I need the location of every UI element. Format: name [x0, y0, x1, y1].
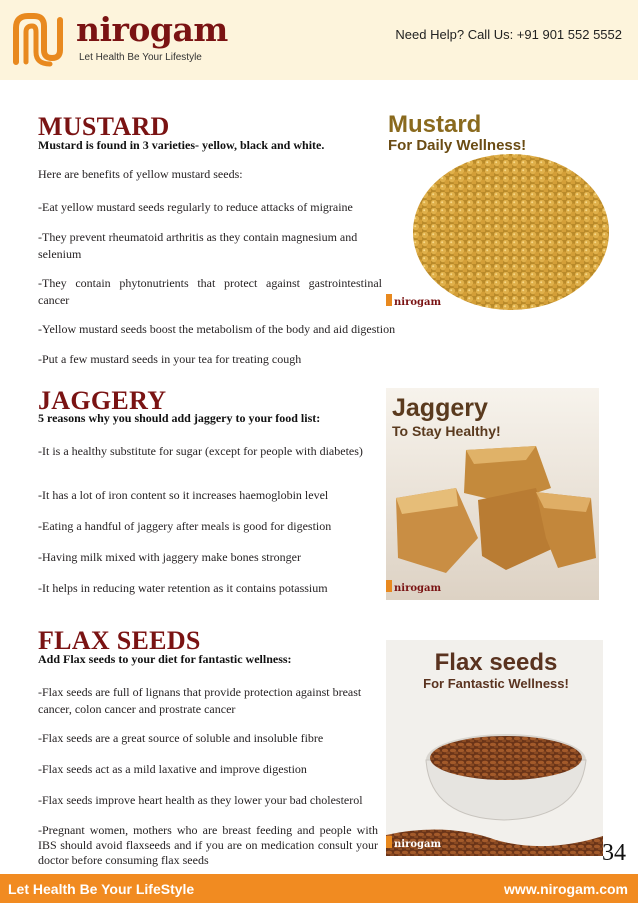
- flax-point: -Flax seeds act as a mild laxative and improve digestion: [38, 762, 307, 776]
- flax-point: -Pregnant women, mothers who are breast feeding and people with IBS should avoid flaxseeds and if you are on medication consult your doctor before consuming flax seeds: [38, 823, 378, 867]
- footer-tagline: Let Health Be Your LifeStyle: [8, 881, 195, 897]
- section-title-jaggery: JAGGERY: [38, 386, 167, 415]
- mustard-image-title: Mustard: [388, 111, 482, 138]
- mustard-image-watermark: nirogam: [394, 297, 442, 308]
- flax-image-title: Flax seeds: [434, 649, 558, 676]
- brand-name: nirogam: [76, 10, 228, 49]
- watermark-logo-icon: [386, 294, 392, 306]
- flax-point: -Flax seeds improve heart health as they lower your bad cholesterol: [38, 793, 363, 807]
- flax-point: -Flax seeds are a great source of soluble and insoluble fibre: [38, 731, 324, 745]
- flax-point: -Flax seeds are full of lignans that provide protection against breast cancer, colon cancer and prostrate cancer: [38, 685, 362, 716]
- flax-subtitle: Add Flax seeds to your diet for fantastic wellness:: [38, 652, 292, 666]
- jaggery-point: -It has a lot of iron content so it increases haemoglobin level: [38, 488, 329, 502]
- nirogam-logo-icon: [10, 10, 68, 68]
- jaggery-point: -Eating a handful of jaggery after meals is good for digestion: [38, 519, 332, 533]
- jaggery-point: -It is a healthy substitute for sugar (except for people with diabetes): [38, 444, 363, 458]
- jaggery-image-watermark: nirogam: [394, 583, 442, 594]
- mustard-subtitle: Mustard is found in 3 varieties- yellow, black and white.: [38, 138, 325, 152]
- flax-image-watermark: nirogam: [394, 839, 442, 850]
- mustard-point: -Put a few mustard seeds in your tea for treating cough: [38, 352, 302, 366]
- section-title-flax: FLAX SEEDS: [38, 626, 201, 655]
- helpline-text: Need Help? Call Us: +91 901 552 5552: [395, 27, 622, 42]
- jaggery-point: -Having milk mixed with jaggery make bones stronger: [38, 550, 301, 564]
- page-number: 34: [602, 840, 626, 866]
- footer-website-link[interactable]: www.nirogam.com: [504, 881, 628, 897]
- mustard-point: -Yellow mustard seeds boost the metabolism of the body and aid digestion: [38, 322, 396, 336]
- jaggery-subtitle: 5 reasons why you should add jaggery to your food list:: [38, 411, 321, 425]
- jaggery-image-subtitle: To Stay Healthy!: [392, 423, 501, 439]
- flax-image: [386, 640, 603, 856]
- watermark-logo-icon: [386, 580, 392, 592]
- section-title-mustard: MUSTARD: [38, 112, 170, 141]
- jaggery-point: -It helps in reducing water retention as it contains potassium: [38, 581, 328, 595]
- page-header: [0, 0, 638, 80]
- flax-image-subtitle: For Fantastic Wellness!: [423, 676, 569, 691]
- jaggery-image-title: Jaggery: [392, 394, 488, 422]
- mustard-point: -Eat yellow mustard seeds regularly to reduce attacks of migraine: [38, 200, 353, 214]
- mustard-point: -They prevent rheumatoid arthritis as they contain magnesium and selenium: [38, 230, 358, 261]
- mustard-image-subtitle: For Daily Wellness!: [388, 137, 527, 154]
- mustard-intro: Here are benefits of yellow mustard seeds:: [38, 167, 243, 181]
- page-footer: [0, 874, 638, 903]
- mustard-image: [386, 104, 616, 316]
- jaggery-image: [386, 388, 599, 600]
- brand-tagline: Let Health Be Your Lifestyle: [79, 52, 202, 63]
- mustard-point: -They contain phytonutrients that protect against gastrointestinal cancer: [38, 276, 382, 307]
- watermark-logo-icon: [386, 836, 392, 848]
